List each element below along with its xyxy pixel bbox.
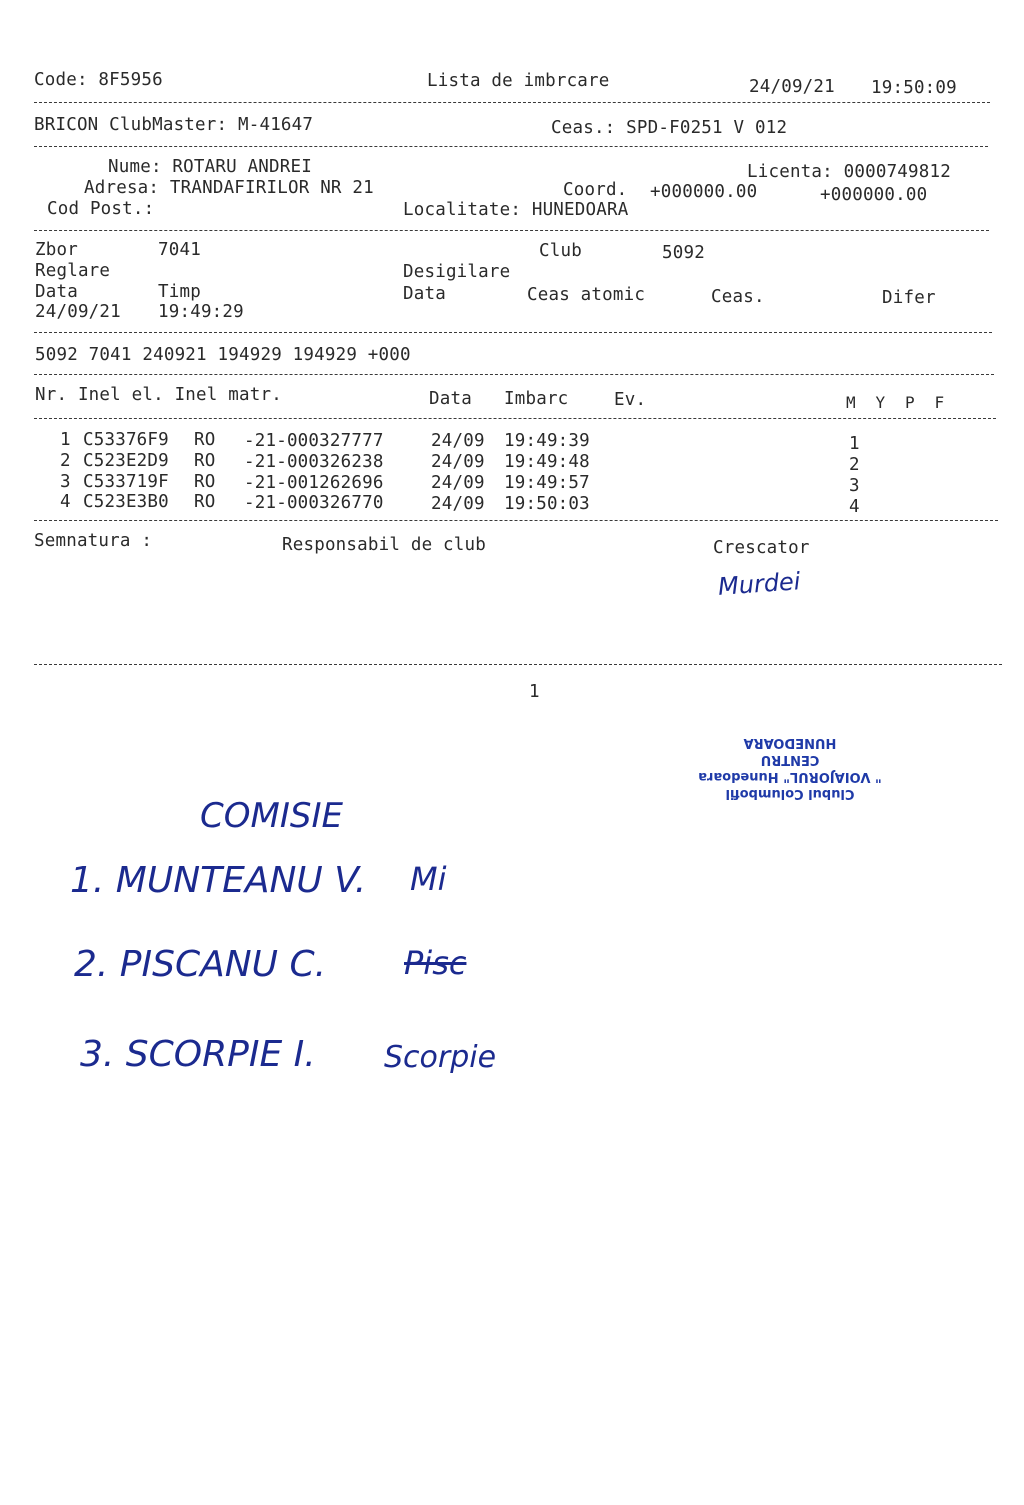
ceas-label: Ceas.: SPD-F0251 V 012	[551, 118, 788, 138]
row-inel-matr: -21-000326238	[244, 452, 384, 472]
divider	[34, 332, 992, 333]
commission-member: 1. MUNTEANU V.	[70, 860, 367, 901]
reglare-time: 19:49:29	[158, 302, 244, 322]
row-m: 2	[849, 455, 860, 475]
row-m: 3	[849, 476, 860, 496]
col-header-rings: Nr. Inel el. Inel matr.	[35, 385, 282, 405]
timp-label: Timp	[158, 282, 201, 302]
divider	[34, 146, 988, 147]
row-country: RO	[194, 451, 216, 471]
member-signature: Pisc	[404, 944, 467, 982]
document-title: Lista de imbrcare	[427, 71, 610, 91]
divider	[34, 520, 998, 521]
row-nr: 3	[60, 472, 71, 492]
row-nr: 4	[60, 492, 71, 512]
row-country: RO	[194, 492, 216, 512]
row-inel-el: C523E3B0	[83, 492, 169, 512]
row-country: RO	[194, 472, 216, 492]
code-label: Code: 8F5956	[34, 70, 163, 90]
desigilare-data-label: Data	[403, 284, 446, 304]
col-header-ev: Ev.	[614, 390, 647, 410]
crescator-label: Crescator	[713, 538, 810, 558]
page-number: 1	[529, 682, 540, 702]
clubmaster-label: BRICON ClubMaster: M-41647	[34, 115, 314, 135]
club-label: Club	[539, 241, 582, 261]
coord-y: +000000.00	[820, 185, 928, 205]
zbor-value: 7041	[158, 240, 201, 260]
stamp-line: HUNEDOARA	[743, 735, 837, 750]
row-imbarc: 19:49:57	[504, 473, 590, 493]
row-m: 1	[849, 434, 860, 454]
row-data: 24/09	[431, 431, 485, 451]
row-nr: 2	[60, 451, 71, 471]
stamp-line: CENTRU	[760, 752, 820, 767]
divider	[34, 102, 990, 103]
semnatura-label: Semnatura :	[34, 531, 153, 551]
data-label: Data	[35, 282, 78, 302]
owner-name: Nume: ROTARU ANDREI	[108, 157, 312, 177]
row-inel-el: C53376F9	[83, 430, 169, 450]
stamp-line: " VOIAJORUL" Hunedoara	[698, 769, 882, 784]
row-data: 24/09	[431, 473, 485, 493]
row-nr: 1	[60, 430, 71, 450]
club-value: 5092	[662, 243, 705, 263]
row-imbarc: 19:49:39	[504, 431, 590, 451]
difer-label: Difer	[882, 288, 936, 308]
reglare-label: Reglare	[35, 261, 111, 281]
ceas-atomic-label: Ceas atomic	[527, 285, 646, 305]
row-inel-matr: -21-001262696	[244, 473, 384, 493]
header-date: 24/09/21	[749, 77, 835, 97]
divider	[34, 664, 1002, 665]
reglare-date: 24/09/21	[35, 302, 121, 322]
row-m: 4	[849, 497, 860, 517]
divider	[34, 374, 994, 375]
member-signature: Scorpie	[384, 1040, 497, 1075]
locality: Localitate: HUNEDOARA	[403, 200, 629, 220]
row-inel-el: C533719F	[83, 472, 169, 492]
code-line: 5092 7041 240921 194929 194929 +000	[35, 345, 411, 365]
row-inel-el: C523E2D9	[83, 451, 169, 471]
owner-licence: Licenta: 0000749812	[747, 162, 951, 182]
breeder-signature: Murdei	[717, 567, 802, 601]
row-imbarc: 19:49:48	[504, 452, 590, 472]
col-header-data: Data	[429, 389, 472, 409]
row-inel-matr: -21-000326770	[244, 493, 384, 513]
row-data: 24/09	[431, 494, 485, 514]
coord-x: +000000.00	[650, 182, 758, 202]
row-country: RO	[194, 430, 216, 450]
desigilare-label: Desigilare	[403, 262, 511, 282]
ceas-short-label: Ceas.	[711, 287, 765, 307]
divider	[34, 230, 989, 231]
commission-title: COMISIE	[200, 796, 343, 836]
stamp-line: Clubul Columbofil	[725, 786, 855, 801]
col-header-imbarc: Imbarc	[504, 389, 569, 409]
col-header-mypf: M Y P F	[846, 393, 945, 412]
club-stamp	[690, 734, 890, 802]
divider	[34, 418, 996, 419]
postal-code-label: Cod Post.:	[47, 199, 155, 219]
coord-label: Coord.	[563, 180, 628, 200]
commission-member: 2. PISCANU C.	[74, 944, 327, 985]
zbor-label: Zbor	[35, 240, 78, 260]
row-imbarc: 19:50:03	[504, 494, 590, 514]
responsabil-label: Responsabil de club	[282, 535, 486, 555]
commission-member: 3. SCORPIE I.	[80, 1034, 316, 1075]
owner-address: Adresa: TRANDAFIRILOR NR 21	[84, 178, 374, 198]
row-inel-matr: -21-000327777	[244, 431, 384, 451]
header-time: 19:50:09	[871, 78, 957, 98]
row-data: 24/09	[431, 452, 485, 472]
member-signature: Mi	[410, 860, 447, 898]
